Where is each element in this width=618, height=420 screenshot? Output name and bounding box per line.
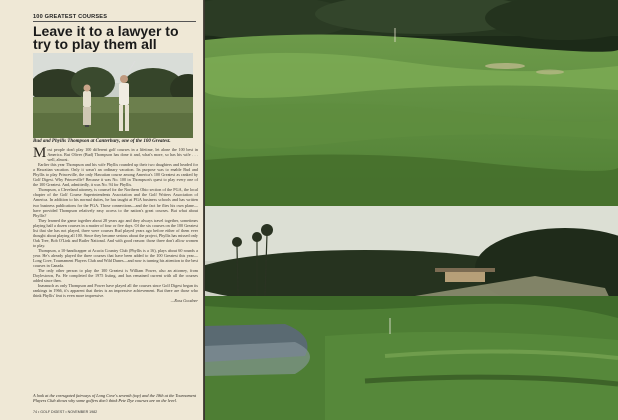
long-cove-seventh-photo	[205, 0, 618, 206]
article-body	[33, 147, 198, 303]
tpc-eighteenth-photo	[205, 206, 618, 420]
article-paragraph-4: They learned the game together about 28 years ago and they always travel together, sometimes playing half a dozen courses in a matter of four or five days. Of the six courses on the 100 Greatest list that she has not played, three were courses Bud played years ago before either of them ever thought about playing all 100. Since they became serious about the project, Phyllis has missed only Oak Tree, Bob O'Link and Butler National. And with good reason: those three don't allow women to play.	[33, 217, 198, 248]
article-paragraph-5: Thompson, a 10-handicapper at Acacia Country Club (Phyllis is a 16), plays about 60 rounds a year. He's already played the three courses that have been added to the 100 Greatest this year—Long Cove, Tournament Players Club and Wild Dunes—and now is turning his attention to the best courses in Canada.	[33, 247, 198, 269]
photo-caption: Bud and Phyllis Thompson at Canterbury, one of the 100 Greatest.	[33, 139, 171, 144]
header-rule	[33, 21, 196, 22]
headline: Leave it to a lawyer to try to play them all	[33, 23, 179, 52]
byline: —Ross Goodner	[170, 298, 198, 304]
tpc-photo-image	[205, 206, 618, 420]
article-paragraph-2: Earlier this year Thompson and his wife Phyllis rounded up their two daughters and headed for a Hawaiian vacation. Only it wasn't an ordinary vacation. Its purpose was to enable Bud and Phyllis to play Princeville, the only Hawaiian course among America's 100 Greatest as ranked by Golf Digest. Why Princeville? Because it was No. 100 in Thompson's quest to play every one of the 100 Greatest. And, admittedly, it was No. 94 for Phyllis.	[33, 162, 198, 188]
left-page	[0, 0, 204, 420]
thompsons-photo-image	[33, 53, 193, 138]
folio: 74 • GOLF DIGEST • NOVEMBER 1982	[33, 410, 98, 414]
article-paragraph-1: Most people don't play 100 different golf courses in a lifetime, let alone the 100 best in America. But Oliver (Bud) Thompson has done it and, what's more, so has his wife . . . well, almost.	[33, 145, 198, 163]
long-cove-photo-image	[205, 0, 618, 206]
section-header: 100 GREATEST COURSES	[33, 14, 108, 20]
thompsons-photo	[33, 53, 193, 138]
article-paragraph-7: Inasmuch as only Thompson and Power have played all the courses since Golf Digest began its rankings in 1966, it's apparent that theirs is an impressive achievement. But there are those who think Phyllis' feat is even more impressive.	[33, 283, 198, 299]
photo-pair-caption: A look at the corrugated fairways of Long Cove's seventh (top) and the 18th at the Tournament Players Club shows why some golfers don't think Pete Dye courses are on the level.	[33, 393, 196, 404]
article-paragraph-3: Thompson, a Cleveland attorney, is counsel for the Northern Ohio section of the PGA, the local chapter of the Golf Course Superintendents Association and the Golf Writers Association of America. In addition to his normal duties, he has taught at PGA business schools and has written two business publications for the PGA. Those connections—and the fact he flies his own plane—have provided Thompson relatively easy access to the nation's great courses. But what about Phyllis?	[33, 187, 198, 218]
article-paragraph-6: The only other person to play the 100 Greatest is William Power, also an attorney, from Doylestown, Pa. He completed the 1975 listing, and has remained current with all the courses added since then.	[33, 268, 198, 284]
dropcap: M	[33, 145, 47, 161]
